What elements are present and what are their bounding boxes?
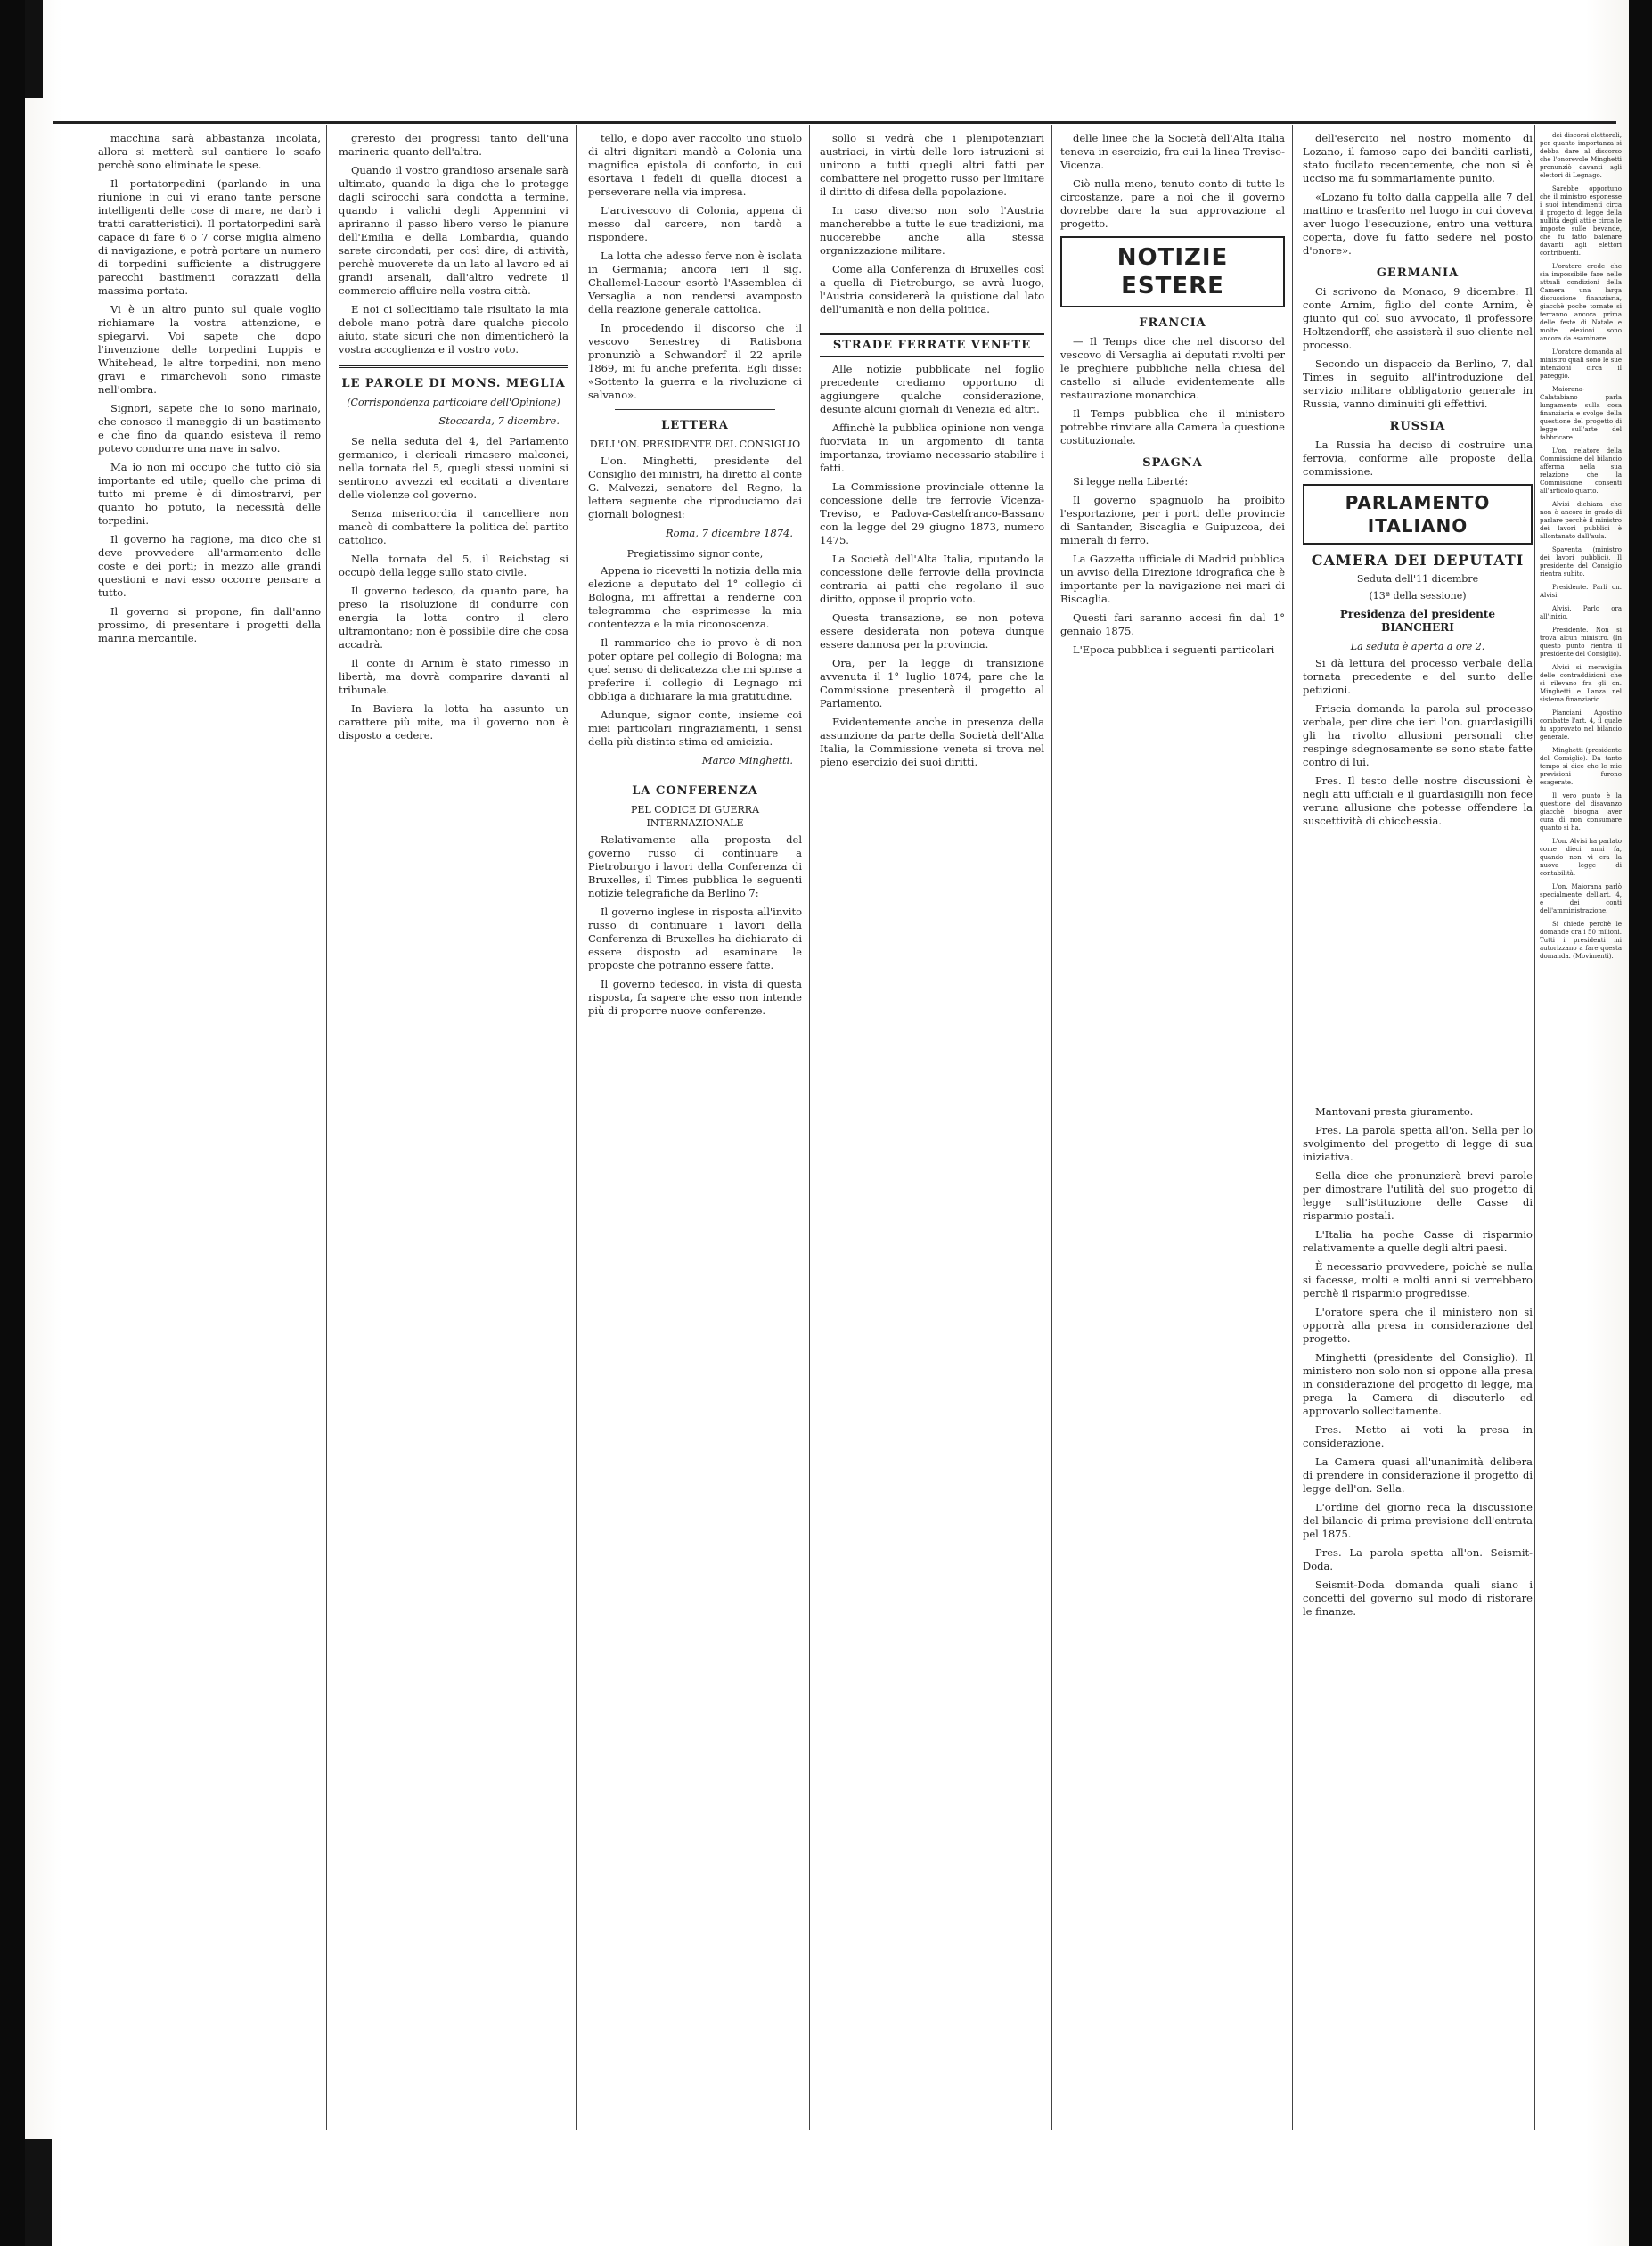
country-heading: RUSSIA: [1389, 420, 1446, 433]
parliament-box: [1303, 484, 1533, 545]
paragraph: Sella dice che pronunzierà brevi parole per dimostrare l'utilità del suo progetto di legge sull'istituzione delle Casse di risparmio postali.: [1303, 1169, 1533, 1222]
paragraph: L'on. relatore della Commissione del bilancio afferma nella sua relazione che la Commissione consentì all'articolo quarto.: [1540, 447, 1622, 495]
scan-edge-left: [0, 0, 25, 2246]
column-4: [820, 132, 1044, 2119]
paragraph: Si dà lettura del processo verbale della tornata precedente e del sunto delle petizioni.: [1303, 657, 1533, 696]
scan-edge-right: [1629, 0, 1652, 2246]
paragraph: La Società dell'Alta Italia, riputando la concessione delle ferrovie della provincia contraria ai patti che regolano il suo diritto, oppose il proprio voto.: [820, 553, 1044, 605]
article-heading: LE PAROLE DI MONS. MEGLIA: [341, 377, 566, 390]
paragraph: Il portatorpedini (parlando in una riunione in cui vi erano tante persone intelligenti delle cose di mare, ne darò i tratti caratteristici). Il portatorpedini sarà capace di fare 6 o 7 corse miglia almeno di navigazione, e potrà portare un numero di torpedini sufficiente a distruggere parecchi bastimenti corazzati della massima portata.: [98, 177, 321, 297]
paragraph: La Russia ha deciso di costruire una ferrovia, conforme alle proposte della commissione.: [1303, 439, 1533, 478]
paragraph: Spaventa (ministro dei lavori pubblici). Il presidente del Consiglio rientra subito.: [1540, 546, 1622, 578]
paragraph: Alvisi si meraviglia delle contraddizioni che si rilevano fra gli on. Minghetti e Lanza nel sistema finanziario.: [1540, 664, 1622, 703]
paragraph: La lotta che adesso ferve non è isolata in Germania; ancora ieri il sig. Challemel-Lacour esortò l'Assemblea di Versaglia a non rendersi avamposto della reazione generale cattolica.: [588, 250, 802, 316]
column-5: [1060, 132, 1285, 2119]
paragraph: Pres. Metto ai voti la presa in considerazione.: [1303, 1423, 1533, 1449]
paragraph: Il governo spagnuolo ha proibito l'esportazione, per i porti delle provincie di Santander, Biscaglia e Guipuzcoa, dei minerali di ferro.: [1060, 494, 1285, 546]
article-heading: LA CONFERENZA: [632, 784, 758, 798]
chamber-title: CAMERA DEI DEPUTATI: [1311, 552, 1525, 569]
paragraph: Seismit-Doda domanda quali siano i concetti del governo sul modo di ristorare le finanze.: [1303, 1578, 1533, 1618]
paragraph: Friscia domanda la parola sul processo verbale, per dire che ieri l'on. guardasigilli gli ha rivolto allusioni personali che respinge sdegnosamente se sono state fatte contro di lui.: [1303, 702, 1533, 768]
paragraph: Ora, per la legge di transizione avvenuta il 1° luglio 1874, pare che la Commissione presenterà il progetto al Parlamento.: [820, 657, 1044, 709]
column-3: [588, 132, 802, 2119]
column-7: [1540, 132, 1622, 2119]
paragraph: L'on. Maiorana parlò specialmente dell'art. 4, e dei conti dell'amministrazione.: [1540, 883, 1622, 914]
paragraph: Quando il vostro grandioso arsenale sarà ultimato, quando la diga che lo protegge dagli scirocchi sarà condotta a termine, quando i valichi degli Appennini vi apriranno il passo libero verso le pianure dell'Emilia e della Lombardia, quando sarete circondati, per così dire, di attività, perchè muoverete da un lato al lavoro ed ai grandi arsenali, dall'altro vedrete il commercio affluire nella vostra città.: [339, 164, 568, 297]
paragraph: Presidente. Parli on. Alvisi.: [1540, 584, 1622, 599]
top-rule: [53, 121, 1616, 124]
paragraph: L'arcivescovo di Colonia, appena di messo dal carcere, non tardò a rispondere.: [588, 204, 802, 243]
article-subheading: PEL CODICE DI GUERRA INTERNAZIONALE: [630, 804, 760, 829]
paragraph: La Commissione provinciale ottenne la concessione delle tre ferrovie Vicenza-Treviso, e Padova-Castelfranco-Bassano con la legge del 29 giugno 1873, numero 1475.: [820, 480, 1044, 546]
column-rule: [1534, 125, 1535, 2130]
paragraph: greresto dei progressi tanto dell'una marineria quanto dell'altra.: [339, 132, 568, 158]
paragraph: Il governo si propone, fin dall'anno prossimo, di presentare i progetti della marina mercantile.: [98, 605, 321, 644]
column-2: [339, 132, 568, 2119]
paragraph: L'oratore crede che sia impossibile fare nelle attuali condizioni della Camera una larga discussione finanziaria, giacchè poche tornate si terranno ancora prima delle feste di Natale e molte elezioni sono ancora da esaminare.: [1540, 263, 1622, 342]
paragraph: In procedendo il discorso che il vescovo Senestrey di Ratisbona pronunziò a Schwandorf il 22 aprile 1869, mi fu anche preferita. Egli disse: «Sottento la guerra e la rivoluzione ci salvano».: [588, 322, 802, 401]
column-6: [1303, 132, 1533, 1094]
paragraph: Nella tornata del 5, il Reichstag si occupò della legge sullo stato civile.: [339, 553, 568, 578]
paragraph: Il vero punto è la questione del disavanzo giacchè bisogna aver cura di non consumare quanto si ha.: [1540, 792, 1622, 832]
paragraph: Pres. La parola spetta all'on. Sella per lo svolgimento del progetto di legge di sua iniziativa.: [1303, 1124, 1533, 1163]
session-number: (13ª della sessione): [1369, 590, 1467, 602]
paragraph: Se nella seduta del 4, del Parlamento germanico, i clericali rimasero malconci, nella tornata del 5, quegli stessi uomini si sentirono avvezzi ed eccitati a diventare delle violenze col governo.: [339, 435, 568, 501]
paragraph: Alvisi. Parlo ora all'inizio.: [1540, 605, 1622, 620]
paragraph: L'Epoca pubblica i seguenti particolari: [1073, 643, 1275, 656]
paragraph: Il Temps pubblica che il ministero potrebbe rinviare alla Camera la questione costituzionale.: [1060, 407, 1285, 447]
article-subheading: (Corrispondenza particolare dell'Opinione): [347, 397, 560, 408]
salutation: Pregiatissimo signor conte,: [626, 548, 764, 560]
paragraph: Secondo un dispaccio da Berlino, 7, dal Times in seguito all'introduzione del servizio militare obbligatorio generale in Russia, vanno diminuiti gli effettivi.: [1303, 357, 1533, 410]
paragraph: Presidente. Non si trova alcun ministro. (In questo punto rientra il presidente del Consiglio).: [1540, 627, 1622, 658]
session-line: Seduta dell'11 dicembre: [1356, 573, 1479, 585]
paragraph: Alvisi dichiara che non è ancora in grado di parlare perchè il ministro dei lavori pubblici è allontanato dall'aula.: [1540, 501, 1622, 540]
article-heading: LETTERA: [661, 419, 729, 432]
paragraph: Evidentemente anche in presenza della assunzione da parte della Società dell'Alta Italia, la Commissione veneta si trova nel pieno esercizio dei suoi diritti.: [820, 716, 1044, 768]
paragraph: Vi è un altro punto sul quale voglio richiamare la vostra attenzione, e spiegarvi. Voi sapete che dopo l'invenzione delle torpedini Luppis e Whitehead, le altre torpedini, non meno gravi e rimarchevoli sono rimaste nell'ombra.: [98, 303, 321, 396]
paragraph: Affinchè la pubblica opinione non venga fuorviata in un argomento di tanta importanza, troviamo necessario stabilire i fatti.: [820, 422, 1044, 474]
paragraph: Senza misericordia il cancelliere non mancò di combattere la politica del partito cattolico.: [339, 507, 568, 546]
paragraph: Signori, sapete che io sono marinaio, che conosco il maneggio di un bastimento e che fino da quando esisteva il remo potevo condurre una nave in salvo.: [98, 402, 321, 455]
paragraph: «Lozano fu tolto dalla cappella alle 7 del mattino e trasferito nel luogo in cui doveva aver luogo l'esecuzione, entro una vettura coperta, dove fu fatto sedere nel posto d'onore».: [1303, 191, 1533, 257]
scan-edge-bottom-left: [25, 2139, 52, 2246]
paragraph: Questa transazione, se non poteva essere desiderata non poteva dunque essere dannosa per la provincia.: [820, 611, 1044, 651]
paragraph: L'oratore domanda al ministro quali sono le sue intenzioni circa il pareggio.: [1540, 348, 1622, 380]
paragraph: tello, e dopo aver raccolto uno stuolo di altri dignitari mandò a Colonia una magnifica epistola di conforto, in cui esortava i fedeli di quella diocesi a perseverare nella via impresa.: [588, 132, 802, 198]
paragraph: Relativamente alla proposta del governo russo di continuare a Pietroburgo i lavori della Conferenza di Bruxelles, il Times pubblica le seguenti notizie telegrafiche da Berlino 7:: [588, 833, 802, 899]
paragraph: Minghetti (presidente del Consiglio). Da tanto tempo si dice che le mie previsioni furono esagerate.: [1540, 747, 1622, 786]
paragraph: La Camera quasi all'unanimità delibera di prendere in considerazione il progetto di legge dell'on. Sella.: [1303, 1455, 1533, 1495]
parliament-title: PARLAMENTO ITALIANO: [1345, 492, 1491, 537]
paragraph: Ci scrivono da Monaco, 9 dicembre: Il conte Arnim, figlio del conte Arnim, è giunto qui col suo avvocato, il professore Holtzendorff, che assisterà il suo cliente nel processo.: [1303, 285, 1533, 351]
paragraph: Pianciani Agostino combatte l'art. 4, il quale fu approvato nel bilancio generale.: [1540, 709, 1622, 741]
paragraph: — Il Temps dice che nel discorso del vescovo di Versaglia ai deputati rivolti per le preghiere pubbliche nella chiesa del castello si allude evidentemente alle restaurazione monarchica.: [1060, 335, 1285, 401]
country-heading: GERMANIA: [1376, 266, 1460, 280]
paragraph: Ma io non mi occupo che tutto ciò sia importante ed utile; quello che prima di tutto mi preme è di dimostrarvi, per quanto ho potuto, la necessità delle torpedini.: [98, 461, 321, 527]
paragraph: Il governo ha ragione, ma dico che si deve provvedere all'armamento delle coste e dei porti; in mezzo alle grandi questioni e navi esso occorre pensare a tutto.: [98, 533, 321, 599]
paragraph: L'Italia ha poche Casse di risparmio relativamente a quelle degli altri paesi.: [1303, 1228, 1533, 1254]
scan-edge-top-left: [25, 0, 43, 98]
column-rule: [1051, 125, 1052, 2130]
paragraph: Pres. Il testo delle nostre discussioni è negli atti ufficiali e il guardasigilli non fece veruna allusione che potesse offendere la suscettività di chicchessia.: [1303, 775, 1533, 827]
column-1: [98, 132, 321, 2119]
paragraph: Mantovani presta giuramento.: [1315, 1105, 1474, 1118]
dateline: Roma, 7 dicembre 1874.: [665, 527, 793, 539]
paragraph: sollo si vedrà che i plenipotenziari austriaci, in virtù delle loro istruzioni si unirono a tutti quegli altri fatti per combattere nel progetto russo per limitare il diritto di difesa della popolazione.: [820, 132, 1044, 198]
paragraph: In caso diverso non solo l'Austria mancherebbe a tutte le sue tradizioni, ma nuocerebbe anche alla stessa organizzazione militare.: [820, 204, 1044, 257]
dateline: Stoccarda, 7 dicembre.: [438, 414, 560, 427]
paragraph: Il governo tedesco, da quanto pare, ha preso la risoluzione di condurre con energia la lotta contro il clero ultramontano; non è possibile dire che cosa accadrà.: [339, 585, 568, 651]
paragraph: Il governo inglese in risposta all'invito russo di continuare i lavori della Conferenza di Bruxelles ha dichiarato di essere disposto ad esaminare le proposte che potranno essere fatte.: [588, 906, 802, 971]
paragraph: delle linee che la Società dell'Alta Italia teneva in esercizio, fra cui la linea Treviso-Vicenza.: [1060, 132, 1285, 171]
paragraph: macchina sarà abbastanza incolata, allora si metterà sul cantiere lo scafo perchè sono eliminate le spese.: [98, 132, 321, 171]
country-heading: FRANCIA: [1139, 316, 1206, 330]
paragraph: Questi fari saranno accesi fin dal 1° gennaio 1875.: [1060, 611, 1285, 637]
paragraph: Si chiede perchè le domande ora i 50 milioni. Tutti i presidenti mi autorizzano a fare questa domanda. (Movimenti).: [1540, 921, 1622, 960]
separator: [615, 409, 775, 410]
paragraph: Maiorana-Calatabiano parla lungamente sulla cosa finanziaria e svolge della questione del progetto di legge sull'arte del fabbricare.: [1540, 386, 1622, 441]
paragraph: Come alla Conferenza di Bruxelles così a quella di Pietroburgo, se avrà luogo, l'Austria considererà la quistione dal lato dell'umanità e non della politica.: [820, 263, 1044, 316]
column-6-lower: [1303, 1105, 1533, 2112]
column-rule: [809, 125, 810, 2130]
presidency-line: Presidenza del presidente BIANCHERI: [1339, 608, 1496, 634]
paragraph: dell'esercito nel nostro momento di Lozano, il famoso capo dei banditi carlisti, stato fucilato recentemente, che non si è ucciso ma fu sommariamente punito.: [1303, 132, 1533, 184]
paragraph: Il governo tedesco, in vista di questa risposta, fa sapere che esso non intende più di proporre nuove conferenze.: [588, 978, 802, 1017]
paragraph: Appena io ricevetti la notizia della mia elezione a deputato del 1° collegio di Bologna, mi affrettai a renderne con telegramma che esprimesse la mia contentezza e la mia riconoscenza.: [588, 564, 802, 630]
paragraph: Pres. La parola spetta all'on. Seismit-Doda.: [1303, 1546, 1533, 1572]
column-rule: [326, 125, 327, 2130]
paragraph: In Baviera la lotta ha assunto un carattere più mite, ma il governo non è disposto a cedere.: [339, 702, 568, 742]
paragraph: Minghetti (presidente del Consiglio). Il ministero non solo non si oppone alla presa in considerazione del progetto di legge, ma prega la Camera di discuterlo ed approvarlo sollecitamente.: [1303, 1351, 1533, 1417]
paragraph: Sarebbe opportuno che il ministro esponesse i suoi intendimenti circa il progetto di legge della nullità degli atti e circa le imposte sulle bevande, che fu fatto balenare davanti agli elettori contribuenti.: [1540, 185, 1622, 257]
paragraph: E noi ci sollecitiamo tale risultato la mia debole mano potrà dare qualche piccolo aiuto, state sicuri che non dimenticherò la vostra accoglienza e il vostro voto.: [339, 303, 568, 356]
column-rule: [1292, 125, 1293, 2130]
paragraph: Il conte di Arnim è stato rimesso in libertà, ma dovrà comparire davanti al tribunale.: [339, 657, 568, 696]
opening-line: La seduta è aperta a ore 2.: [1350, 641, 1485, 652]
paragraph: L'oratore spera che il ministero non si opporrà alla presa in considerazione del progetto.: [1303, 1306, 1533, 1345]
paragraph: La Gazzetta ufficiale di Madrid pubblica un avviso della Direzione idrografica che è importante per la navigazione nei mari di Biscaglia.: [1060, 553, 1285, 605]
signature: Marco Minghetti.: [701, 754, 793, 766]
article-subheading: DELL'ON. PRESIDENTE DEL CONSIGLIO: [589, 439, 801, 450]
paragraph: È necessario provvedere, poichè se nulla si facesse, molti e molti anni si verrebbero perchè il risparmio progredisse.: [1303, 1260, 1533, 1299]
country-heading: SPAGNA: [1142, 456, 1203, 470]
section-heading: NOTIZIE ESTERE: [1116, 244, 1229, 299]
paragraph: Adunque, signor conte, insieme coi miei particolari ringraziamenti, i sensi della più distinta stima ed amicizia.: [588, 709, 802, 748]
paragraph: Alle notizie pubblicate nel foglio precedente crediamo opportuno di aggiungere qualche considerazione, desunte alcuni giornali di Venezia ed altri.: [820, 363, 1044, 415]
paragraph: Si legge nella Liberté:: [1073, 475, 1189, 488]
article-heading: STRADE FERRATE VENETE: [820, 333, 1044, 357]
paragraph: L'on. Alvisi ha parlato come dieci anni fa, quando non vi era la nuova legge di contabilità.: [1540, 838, 1622, 877]
separator: [339, 365, 568, 368]
paragraph: Il rammarico che io provo è di non poter optare pel collegio di Bologna; ma quel senso di delicatezza che mi spinse a preferire il collegio di Legnago mi obbliga a dichiarare la mia gratitudine.: [588, 636, 802, 702]
section-box: [1060, 236, 1285, 307]
paragraph: L'on. Minghetti, presidente del Consiglio dei ministri, ha diretto al conte G. Malvezzi, senatore del Regno, la lettera seguente che riproduciamo dai giornali bolognesi:: [588, 455, 802, 521]
paragraph: dei discorsi elettorali, per quanto importanza si debba dare al discorso che l'onorevole Minghetti pronunziò davanti agli elettori di Legnago.: [1540, 132, 1622, 179]
paragraph: Ciò nulla meno, tenuto conto di tutte le circostanze, pare a noi che il governo dovrebbe dare la sua approvazione al progetto.: [1060, 177, 1285, 230]
column-rule: [576, 125, 577, 2130]
paragraph: L'ordine del giorno reca la discussione del bilancio di prima previsione dell'entrata pel 1875.: [1303, 1501, 1533, 1540]
